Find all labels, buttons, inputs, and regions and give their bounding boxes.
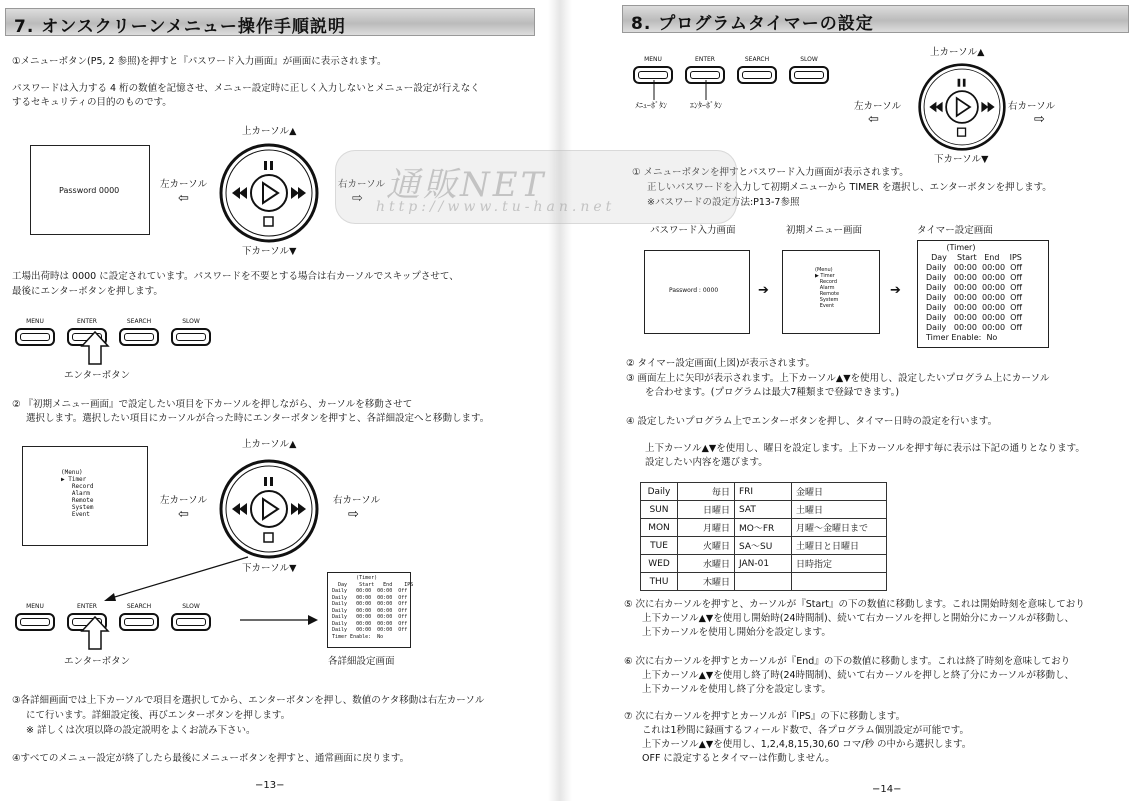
day-table-row xyxy=(641,573,887,591)
password-screen xyxy=(30,145,150,235)
detail-screen xyxy=(327,572,414,648)
r-password-screen xyxy=(644,250,750,334)
right-cursor-label-3: 右カーソル xyxy=(1008,101,1056,112)
factory-default-line2: 最後にエンターボタンを押します。 xyxy=(12,286,163,297)
control-wheel-1[interactable] xyxy=(218,142,320,248)
r-step5-line1: ⑤ 次に右カーソルを押すと、カーソルが『Start』の下の数値に移動します。これは開始時刻を意味しており xyxy=(624,599,1085,610)
right-arrow-icon-2: ⇨ xyxy=(348,507,359,522)
r-step6-line2: 上下カーソル▲▼を使用し終了時(24時間制)、続いて右カーソルを押しと終了分にカーソルが移動し、 xyxy=(642,670,1074,681)
day-table-cell: 日時指定 xyxy=(792,555,887,573)
day-table-cell: 土曜日 xyxy=(792,501,887,519)
lbl-password-screen: パスワード入力画面 xyxy=(650,225,736,236)
step3-line1: ③各詳細画面では上下カーソルで項目を選択してから、エンターボタンを押し、数値のケタ移動は右左カーソル xyxy=(12,695,485,706)
menu-button[interactable] xyxy=(14,318,56,346)
detail-screen-text: (Timer) Day Start End IPS Daily 00:00 00:00 Off Daily 00:00 00:00 Off Daily 00:00 00:00 Off Daily 00:00 00:00 Off Daily 00:00 00:00 Off Daily 00:00 00:00 Off Daily 00:00 00:00 Off Timer Enable: No xyxy=(332,575,414,640)
up-cursor-label: 上カーソル▲ xyxy=(242,126,297,137)
watermark-sub: http://www.tu-han.net xyxy=(376,199,616,215)
slow-button-label-3: SLOW xyxy=(800,56,818,63)
enter-button-caption-2: エンターボタン xyxy=(64,656,131,667)
day-table-cell: WED xyxy=(641,555,678,573)
slow-button-3[interactable] xyxy=(788,56,830,84)
r-step4-line3: 設定したい内容を選びます。 xyxy=(645,457,768,468)
step1-text: ①メニューボタン(P5, 2 参照)を押すと『パスワード入力画面』が画面に表示されます。 xyxy=(12,56,387,67)
initial-menu-list: (Menu) ▶ Timer Record Alarm Remote System Event xyxy=(61,469,94,518)
watermark xyxy=(335,150,737,224)
step2-line2: 選択します。選択したい項目にカーソルが合った時にエンターボタンを押すと、各詳細設定へと移動します。 xyxy=(26,413,490,424)
day-table-cell: 水曜日 xyxy=(678,555,735,573)
day-options-table xyxy=(640,482,887,591)
day-table-cell: 月曜〜金曜日まで xyxy=(792,519,887,537)
r-step4: ④ 設定したいプログラム上でエンターボタンを押し、タイマー日時の設定を行います。 xyxy=(626,416,998,427)
button-pointer-lines-icon xyxy=(644,80,724,102)
day-table-cell: SA〜SU xyxy=(735,537,792,555)
control-wheel-2[interactable] xyxy=(218,458,320,564)
lbl-timer-screen: タイマー設定画面 xyxy=(917,225,993,236)
up-cursor-label-2: 上カーソル▲ xyxy=(242,439,297,450)
step2-line1: ② 『初期メニュー画面』で設定したい項目を下カーソルを押しながら、カーソルを移動させて xyxy=(12,399,413,410)
slow-button-2[interactable] xyxy=(170,603,212,631)
control-wheel-icon-2 xyxy=(218,458,320,560)
r-step5-line3: 上下カーソルを使用し開始分を設定します。 xyxy=(642,627,831,638)
factory-default-line1: 工場出荷時は 0000 に設定されています。パスワードを不要とする場合は右カーソルでスキップさせて、 xyxy=(12,271,459,282)
page-number-13: −13− xyxy=(255,780,285,791)
control-wheel-icon-3 xyxy=(917,62,1007,152)
up-arrow-icon xyxy=(80,330,110,366)
day-table-row xyxy=(641,519,887,537)
r-initial-menu-list: (Menu) ▶ Timer Record Alarm Remote System Event xyxy=(815,267,840,309)
enter-button-label: ENTER xyxy=(77,318,97,325)
day-table-row xyxy=(641,501,887,519)
day-table-cell: MO〜FR xyxy=(735,519,792,537)
day-table-cell: 日曜日 xyxy=(678,501,735,519)
search-button-3[interactable] xyxy=(736,56,778,84)
r-step5-line2: 上下カーソル▲▼を使用し開始時(24時間制)、続いて右カーソルを押しと開始分にカーソルが移動し、 xyxy=(642,613,1074,624)
diagonal-arrow-icon xyxy=(100,555,250,605)
up-cursor-label-3: 上カーソル▲ xyxy=(930,47,985,58)
r-step6-line1: ⑥ 次に右カーソルを押すとカーソルが『End』の下の数値に移動します。これは終了時刻を意味しており xyxy=(624,656,1071,667)
page-gutter xyxy=(548,0,572,801)
right-arrow-icon: ⇨ xyxy=(352,191,363,206)
r-step2: ② タイマー設定画面(上図)が表示されます。 xyxy=(626,358,815,369)
day-table-cell: 金曜日 xyxy=(792,483,887,501)
control-wheel-icon xyxy=(218,142,320,244)
r-step4-line2: 上下カーソル▲▼を使用し、曜日を設定します。上下カーソルを押す毎に表示は下記の通りとなります。 xyxy=(645,443,1085,454)
r-step1-note: ※パスワードの設定方法:P13-7参照 xyxy=(647,197,800,208)
day-table-row xyxy=(641,555,887,573)
day-table-cell: 毎日 xyxy=(678,483,735,501)
lbl-initial-menu: 初期メニュー画面 xyxy=(786,225,863,236)
day-table-cell: JAN-01 xyxy=(735,555,792,573)
day-table-cell: Daily xyxy=(641,483,678,501)
day-table-cell: FRI xyxy=(735,483,792,501)
down-cursor-label-3: 下カーソル▼ xyxy=(934,154,989,165)
page-number-14: −14− xyxy=(872,784,902,795)
right-arrow-long-icon xyxy=(240,614,320,626)
slow-button-label-2: SLOW xyxy=(182,603,200,610)
day-table-cell: SUN xyxy=(641,501,678,519)
r-step3-line1: ③ 画面左上に矢印が表示されます。上下カーソル▲▼を使用し、設定したいプログラム上にカーソル xyxy=(626,373,1050,384)
menu-button-label: MENU xyxy=(26,318,44,325)
flow-arrow-1-icon: ➔ xyxy=(758,283,769,298)
password-screen-text: Password 0000 xyxy=(59,186,120,195)
flow-arrow-2-icon: ➔ xyxy=(890,283,901,298)
initial-menu-screen xyxy=(22,446,148,546)
day-table-cell: SAT xyxy=(735,501,792,519)
day-table-row xyxy=(641,537,887,555)
left-arrow-icon: ⇦ xyxy=(178,191,189,206)
search-button-label-3: SEARCH xyxy=(744,56,770,63)
enter-button-caption-3: ｴﾝﾀｰﾎﾞﾀﾝ xyxy=(690,101,722,110)
day-table-cell: 土曜日と日曜日 xyxy=(792,537,887,555)
left-arrow-icon-3: ⇦ xyxy=(868,112,879,127)
search-button-label: SEARCH xyxy=(126,318,152,325)
r-step6-line3: 上下カーソルを使用し終了分を設定します。 xyxy=(642,684,831,695)
left-cursor-label-3: 左カーソル xyxy=(854,101,902,112)
r-step7-line2: これは1秒間に録画するフィールド数で、各プログラム個別設定が可能です。 xyxy=(642,725,970,736)
search-button-label-2: SEARCH xyxy=(126,603,152,610)
enter-button-label-3: ENTER xyxy=(695,56,715,63)
search-button-2[interactable] xyxy=(118,603,160,631)
day-table-cell: 木曜日 xyxy=(678,573,735,591)
r-step3-line2: を合わせます。(プログラムは最大7種類まで登録できます。) xyxy=(645,387,900,398)
day-table-cell: THU xyxy=(641,573,678,591)
section-8-title: 8. プログラムタイマーの設定 xyxy=(631,14,874,34)
slow-button-label: SLOW xyxy=(182,318,200,325)
right-cursor-label-2: 右カーソル xyxy=(333,495,381,506)
left-arrow-icon-2: ⇦ xyxy=(178,507,189,522)
step3-note: ※ 詳しくは次項以降の設定説明をよくお読み下さい。 xyxy=(26,725,256,736)
search-button[interactable] xyxy=(118,318,160,346)
left-page xyxy=(0,0,548,801)
enter-button-caption: エンターボタン xyxy=(64,370,131,381)
menu-button-label-2: MENU xyxy=(26,603,44,610)
r-timer-screen-text: (Timer) Day Start End IPS Daily 00:00 00:00 Off Daily 00:00 00:00 Off Daily 00:00 00:00 Off Daily 00:00 00:00 Off Daily 00:00 00:00 Off Daily 00:00 00:00 Off Daily 00:00 00:00 Off Timer Enable: No xyxy=(926,243,1022,342)
down-cursor-label: 下カーソル▼ xyxy=(242,246,297,257)
control-wheel-3[interactable] xyxy=(917,62,1007,156)
password-desc-line1: パスワードは入力する 4 桁の数値を記憶させ、メニュー設定時に正しく入力しないとメニュー設定が行えなく xyxy=(12,83,480,94)
password-desc-line2: するセキュリティの目的のものです。 xyxy=(12,97,172,108)
day-table-cell: 月曜日 xyxy=(678,519,735,537)
step4-text: ④すべてのメニュー設定が終了したら最後にメニューボタンを押すと、通常画面に戻ります。 xyxy=(12,753,410,764)
r-step7-line3: 上下カーソル▲▼を使用し、1,2,4,8,15,30,60 コマ/秒 の中から選択します。 xyxy=(642,739,972,750)
section-7-header xyxy=(5,8,535,36)
r-step7-line1: ⑦ 次に右カーソルを押すとカーソルが『IPS』の下に移動します。 xyxy=(624,711,906,722)
day-table-cell xyxy=(792,573,887,591)
enter-button-label-2: ENTER xyxy=(77,603,97,610)
up-arrow-icon-2 xyxy=(80,615,110,651)
right-cursor-label: 右カーソル xyxy=(338,179,386,190)
section-7-title: 7. オンスクリーンメニュー操作手順説明 xyxy=(14,17,346,37)
r-step7-line4: OFF に設定するとタイマーは作動しません。 xyxy=(642,753,835,764)
down-cursor-label-2: 下カーソル▼ xyxy=(242,563,297,574)
section-8-header xyxy=(622,5,1129,33)
day-table-cell: 火曜日 xyxy=(678,537,735,555)
right-arrow-icon-3: ⇨ xyxy=(1034,112,1045,127)
slow-button[interactable] xyxy=(170,318,212,346)
r-step1-line1: ① メニューボタンを押すとパスワード入力画面が表示されます。 xyxy=(632,167,909,178)
button-row-2 xyxy=(14,603,212,631)
r-password-text: Password : 0000 xyxy=(669,287,719,294)
right-page xyxy=(572,0,1145,801)
day-table-cell xyxy=(735,573,792,591)
step3-line2: にて行います。詳細設定後、再びエンターボタンを押します。 xyxy=(26,710,291,721)
menu-button-caption: ﾒﾆｭｰﾎﾞﾀﾝ xyxy=(635,101,667,110)
menu-button-2[interactable] xyxy=(14,603,56,631)
menu-button-label-3: MENU xyxy=(644,56,662,63)
button-row-1 xyxy=(14,318,212,346)
left-cursor-label-2: 左カーソル xyxy=(160,495,208,506)
watermark-main: 通販NET xyxy=(386,165,547,205)
r-timer-screen xyxy=(917,240,1049,348)
day-table-row xyxy=(641,483,887,501)
r-initial-menu-screen xyxy=(782,250,880,334)
left-cursor-label: 左カーソル xyxy=(160,179,208,190)
day-table-cell: MON xyxy=(641,519,678,537)
day-table-cell: TUE xyxy=(641,537,678,555)
r-step1-line2: 正しいパスワードを入力して初期メニューから TIMER を選択し、エンターボタンを押します。 xyxy=(647,182,1052,193)
detail-screen-caption: 各詳細設定画面 xyxy=(328,656,395,667)
